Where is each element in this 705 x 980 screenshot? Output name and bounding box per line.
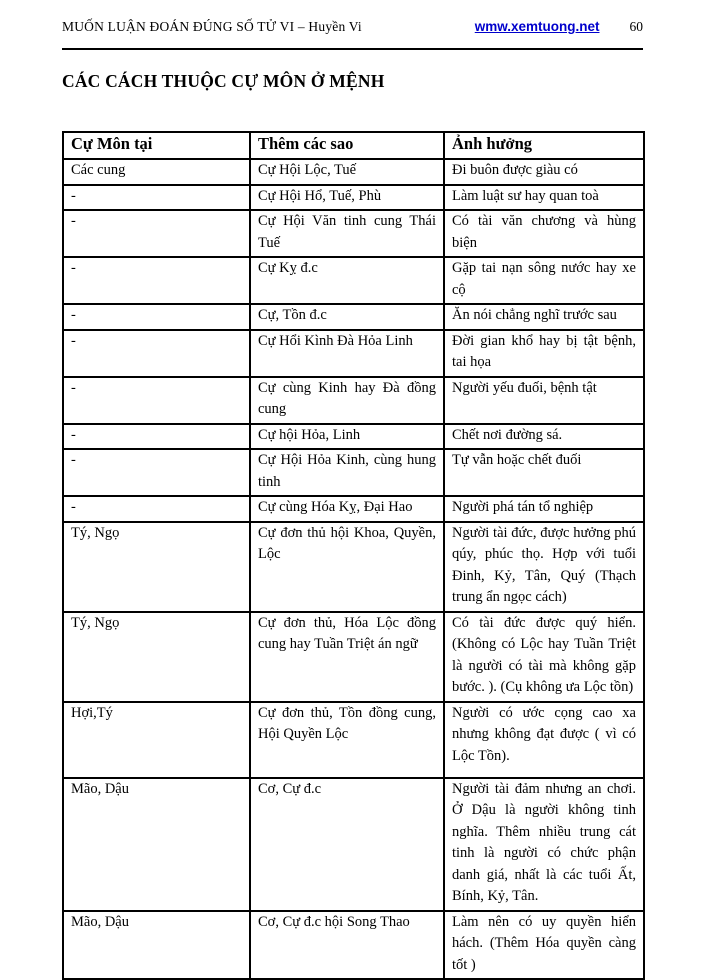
table-row xyxy=(63,377,644,424)
cell-cu-mon-tai: - xyxy=(63,210,250,257)
document-header-title: MUỐN LUẬN ĐOÁN ĐÚNG SỐ TỬ VI – Huyền Vi xyxy=(62,19,362,34)
cell-them-cac-sao: Cự đơn thủ, Tồn đồng cung, Hội Quyền Lộc xyxy=(250,702,444,778)
cell-them-cac-sao: Cơ, Cự đ.c xyxy=(250,778,444,911)
cell-anh-huong: Gặp tai nạn sông nước hay xe cộ xyxy=(444,257,644,304)
table-row xyxy=(63,702,644,778)
cell-them-cac-sao: Cự Hội Hỏa Kinh, cùng hung tinh xyxy=(250,449,444,496)
cell-them-cac-sao: Cự hội Hỏa, Linh xyxy=(250,424,444,450)
cell-anh-huong: Chết nơi đường sá. xyxy=(444,424,644,450)
cell-cu-mon-tai: - xyxy=(63,424,250,450)
cell-anh-huong: Làm nên có uy quyền hiển hách. (Thêm Hóa quyền càng tốt ) xyxy=(444,911,644,980)
header-divider xyxy=(62,48,643,50)
cell-anh-huong: Người tài đảm nhưng an chơi. Ở Dậu là người không tinh nghĩa. Thêm nhiều trung cát tinh là người có chức phận danh giá, nhất là các tuổi Ất, Bính, Kỷ, Tân. xyxy=(444,778,644,911)
cell-cu-mon-tai: Tý, Ngọ xyxy=(63,522,250,612)
page-number: 60 xyxy=(629,19,643,34)
table-row xyxy=(63,496,644,522)
table-row xyxy=(63,449,644,496)
cell-them-cac-sao: Cự Hội Hổ, Tuế, Phù xyxy=(250,185,444,211)
cell-them-cac-sao: Cơ, Cự đ.c hội Song Thao xyxy=(250,911,444,980)
cell-cu-mon-tai: - xyxy=(63,330,250,377)
cell-them-cac-sao: Cự Hổi Kình Đà Hỏa Linh xyxy=(250,330,444,377)
table-body xyxy=(63,159,644,979)
table-row xyxy=(63,522,644,612)
site-link[interactable]: wmw.xemtuong.net xyxy=(474,19,600,34)
table-row xyxy=(63,612,644,702)
cell-anh-huong: Đời gian khổ hay bị tật bệnh, tai họa xyxy=(444,330,644,377)
cell-cu-mon-tai: - xyxy=(63,496,250,522)
table-row xyxy=(63,778,644,911)
cell-anh-huong: Đi buôn được giàu có xyxy=(444,159,644,185)
cell-them-cac-sao: Cự Kỵ đ.c xyxy=(250,257,444,304)
cell-cu-mon-tai: - xyxy=(63,449,250,496)
column-header-cu-mon-tai: Cự Môn tại xyxy=(63,132,250,159)
cell-them-cac-sao: Cự cùng Kinh hay Đà đồng cung xyxy=(250,377,444,424)
cell-them-cac-sao: Cự đơn thủ hội Khoa, Quyền, Lộc xyxy=(250,522,444,612)
cell-anh-huong: Tự vẫn hoặc chết đuối xyxy=(444,449,644,496)
cu-mon-table xyxy=(62,131,645,980)
table-row xyxy=(63,159,644,185)
cell-them-cac-sao: Cự cùng Hóa Kỵ, Đại Hao xyxy=(250,496,444,522)
table-row xyxy=(63,257,644,304)
cell-them-cac-sao: Cự Hội Lộc, Tuế xyxy=(250,159,444,185)
cell-cu-mon-tai: Các cung xyxy=(63,159,250,185)
cell-cu-mon-tai: Mão, Dậu xyxy=(63,778,250,911)
cell-anh-huong: Có tài văn chương và hùng biện xyxy=(444,210,644,257)
cell-anh-huong: Người yếu đuối, bệnh tật xyxy=(444,377,644,424)
table-row xyxy=(63,185,644,211)
column-header-them-cac-sao: Thêm các sao xyxy=(250,132,444,159)
cell-them-cac-sao: Cự đơn thủ, Hóa Lộc đồng cung hay Tuần Triệt án ngữ xyxy=(250,612,444,702)
cell-anh-huong: Người phá tán tổ nghiệp xyxy=(444,496,644,522)
cell-them-cac-sao: Cự, Tồn đ.c xyxy=(250,304,444,330)
cell-cu-mon-tai: Hợi,Tý xyxy=(63,702,250,778)
cell-them-cac-sao: Cự Hội Văn tinh cung Thái Tuế xyxy=(250,210,444,257)
column-header-anh-huong: Ảnh hưởng xyxy=(444,132,644,159)
table-row xyxy=(63,304,644,330)
cell-cu-mon-tai: - xyxy=(63,377,250,424)
cell-anh-huong: Người tài đức, được hưởng phú qúy, phúc thọ. Hợp với tuổi Đinh, Kỷ, Tân, Quý (Thạch trung ẩn ngọc cách) xyxy=(444,522,644,612)
section-title: CÁC CÁCH THUỘC CỰ MÔN Ở MỆNH xyxy=(62,71,385,91)
cell-cu-mon-tai: Tý, Ngọ xyxy=(63,612,250,702)
cell-cu-mon-tai: - xyxy=(63,304,250,330)
cell-anh-huong: Người có ước cọng cao xa nhưng không đạt được ( vì có Lộc Tồn). xyxy=(444,702,644,778)
table-header-row xyxy=(63,132,644,159)
table-row xyxy=(63,210,644,257)
cell-cu-mon-tai: - xyxy=(63,257,250,304)
cell-anh-huong: Ăn nói chẳng nghĩ trước sau xyxy=(444,304,644,330)
table-header xyxy=(63,132,644,159)
table-row xyxy=(63,330,644,377)
cell-anh-huong: Có tài đức được quý hiển. (Không có Lộc hay Tuần Triệt là người có tài mà không gặp bước. ). (Cụ không ưa Lộc tồn) xyxy=(444,612,644,702)
cell-cu-mon-tai: Mão, Dậu xyxy=(63,911,250,980)
table-row xyxy=(63,424,644,450)
table-row xyxy=(63,911,644,980)
running-header xyxy=(62,19,643,35)
cell-cu-mon-tai: - xyxy=(63,185,250,211)
cell-anh-huong: Làm luật sư hay quan toà xyxy=(444,185,644,211)
